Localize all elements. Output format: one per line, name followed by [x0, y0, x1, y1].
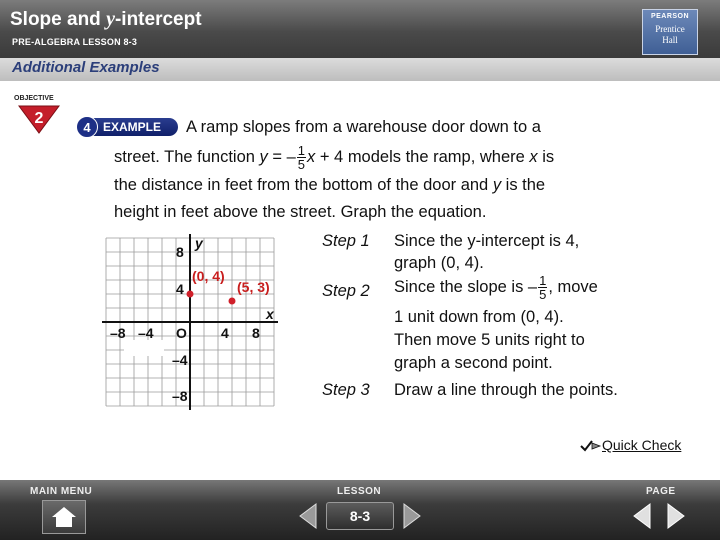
example-label: EXAMPLE — [86, 118, 178, 136]
coordinate-graph — [100, 232, 288, 412]
y-axis-label: y — [195, 235, 203, 251]
problem-line-1: A ramp slopes from a warehouse door down to a — [186, 118, 541, 136]
main-menu-button[interactable] — [42, 500, 86, 534]
next-page-button[interactable] — [664, 502, 688, 530]
step-2-line-2: 1 unit down from (0, 4). — [394, 308, 564, 326]
x-tick-label: 8 — [252, 325, 260, 341]
slope-fraction: $\frac{1}{5}$ — [297, 143, 305, 172]
step-1-label: Step 1 — [322, 232, 370, 250]
section-title: Additional Examples — [12, 59, 160, 76]
step-slope-fraction: $\frac{1}{5}$ — [539, 273, 547, 302]
example-number: 4 — [76, 116, 98, 138]
step-3-label: Step 3 — [322, 381, 370, 399]
step-2-line-4: graph a second point. — [394, 354, 553, 372]
point-0-4 — [187, 291, 194, 298]
example-badge — [76, 116, 180, 138]
quick-check-label: Quick Check — [602, 437, 682, 453]
section-bar — [0, 58, 720, 81]
x-tick-label: –4 — [138, 325, 154, 341]
origin-label: O — [176, 325, 187, 341]
step-2-label: Step 2 — [322, 282, 370, 300]
objective-badge-icon — [17, 104, 61, 134]
logo-prentice-hall-text: Prentice Hall — [655, 24, 685, 45]
point-label-5-3: (5, 3) — [237, 279, 270, 295]
point-label-0-4: (0, 4) — [192, 268, 225, 284]
y-tick-label: –8 — [172, 388, 188, 404]
lesson-number-button[interactable]: 8-3 — [326, 502, 394, 530]
lesson-subtitle: PRE-ALGEBRA LESSON 8-3 — [12, 37, 138, 47]
y-tick-label: 4 — [176, 281, 184, 297]
previous-page-button[interactable] — [630, 502, 654, 530]
x-axis-label: x — [266, 306, 274, 322]
page-title: Slope and y-intercept — [10, 8, 202, 30]
objective-label: OBJECTIVE — [14, 95, 54, 102]
y-tick-label: 8 — [176, 244, 184, 260]
x-tick-label: –8 — [110, 325, 126, 341]
home-icon — [51, 506, 77, 528]
checkmark-arrow-icon — [580, 438, 602, 454]
lesson-label: LESSON — [337, 486, 382, 497]
y-tick-label: –4 — [172, 352, 188, 368]
next-lesson-button[interactable] — [400, 502, 424, 530]
point-5-3 — [229, 298, 236, 305]
objective-number: 2 — [34, 110, 44, 127]
step-3-line-1: Draw a line through the points. — [394, 381, 618, 399]
logo-pearson-text: PEARSON — [650, 13, 690, 20]
step-1-line-2: graph (0, 4). — [394, 254, 484, 272]
problem-line-3: the distance in feet from the bottom of the door and y is the — [114, 176, 546, 194]
main-menu-label: MAIN MENU — [30, 486, 93, 497]
page-label: PAGE — [646, 486, 676, 497]
problem-line-4: height in feet above the street. Graph the equation. — [114, 203, 487, 221]
previous-lesson-button[interactable] — [296, 502, 320, 530]
x-tick-label: 4 — [221, 325, 229, 341]
step-2-line-1: Since the slope is – $\frac{1}{5}$ , move — [394, 273, 598, 302]
step-2-line-3: Then move 5 units right to — [394, 331, 585, 349]
tick-label-bg — [124, 340, 164, 356]
problem-line-2: street. The function y = – $\frac{1}{5}$ x + 4 models the ramp, where x is — [114, 143, 555, 172]
step-1-line-1: Since the y-intercept is 4, — [394, 232, 580, 250]
publisher-logo — [642, 9, 698, 55]
